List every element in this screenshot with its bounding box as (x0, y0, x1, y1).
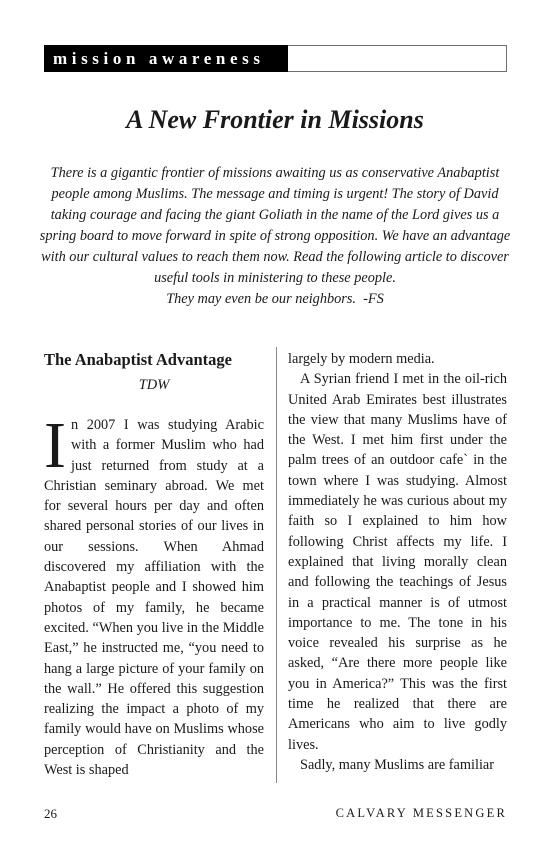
right-column (288, 349, 507, 775)
left-column (44, 349, 264, 780)
intro-text: There is a gigantic frontier of missions awaiting us as conservative Anabaptist people among Muslims. The message and timing is urgent! The story of David taking courage and facing the giant Goliath in the name of the Lord gives us a spring board to move forward in spite of strong opposition. We have an advantage with our cultural values to reach them now. Read the following article to discover useful tools in ministering to these people. (39, 165, 511, 286)
publication-title: CALVARY MESSENGER (335, 806, 507, 820)
body-paragraph-3: Sadly, many Muslims are familiar (300, 756, 495, 773)
page-number: 26 (44, 806, 57, 821)
body-paragraph-2: A Syrian friend I met in the oil-rich United Arab Emirates best illustrates the view that many Muslims have of the West. I met him first under the palm trees of an outdoor cafe` in the town where I was studying. Almost immediately he was curious about my faith so I explained to him how following Christ affects my life. I explained that living morally clean and following the teachings of Jesus in a practical manner is of utmost importance to me. The tone in his voice revealed his surprise as he asked, “Are there more people like you in America?” This was the first time he realized that there are Americans who aim to live godly lives. (288, 371, 507, 753)
section-banner-label: mission awareness (44, 45, 288, 72)
article-intro (38, 163, 512, 310)
paragraph-1-text: n 2007 I was studying Arabic with a former Muslim who had just returned from study at a Christian seminary abroad. We met for several hours per day and often shared personal stories of our lives in our sessions. When Ahmad discovered my affiliation with the Anabaptist people and I showed him photos of my family, he became excited. “When you live in the Middle East,” he instructed me, “you need to hang a large picture of your family on the wall.” He offered this suggestion realizing the impact a photo of my family would have on Muslims whose perception of Christianity and the West is shaped (44, 417, 264, 779)
intro-last-line: They may even be our neighbors. (166, 291, 356, 307)
byline: TDW (138, 377, 170, 393)
column-divider (276, 347, 277, 783)
intro-signature: -FS (363, 291, 384, 307)
section-heading: The Anabaptist Advantage (44, 350, 232, 369)
drop-cap: I (44, 409, 66, 482)
paragraph-1-continued: largely by modern media. (288, 351, 435, 367)
article-title: A New Frontier in Missions (126, 105, 424, 134)
section-banner (44, 45, 507, 72)
body-paragraph-1 (44, 409, 264, 780)
